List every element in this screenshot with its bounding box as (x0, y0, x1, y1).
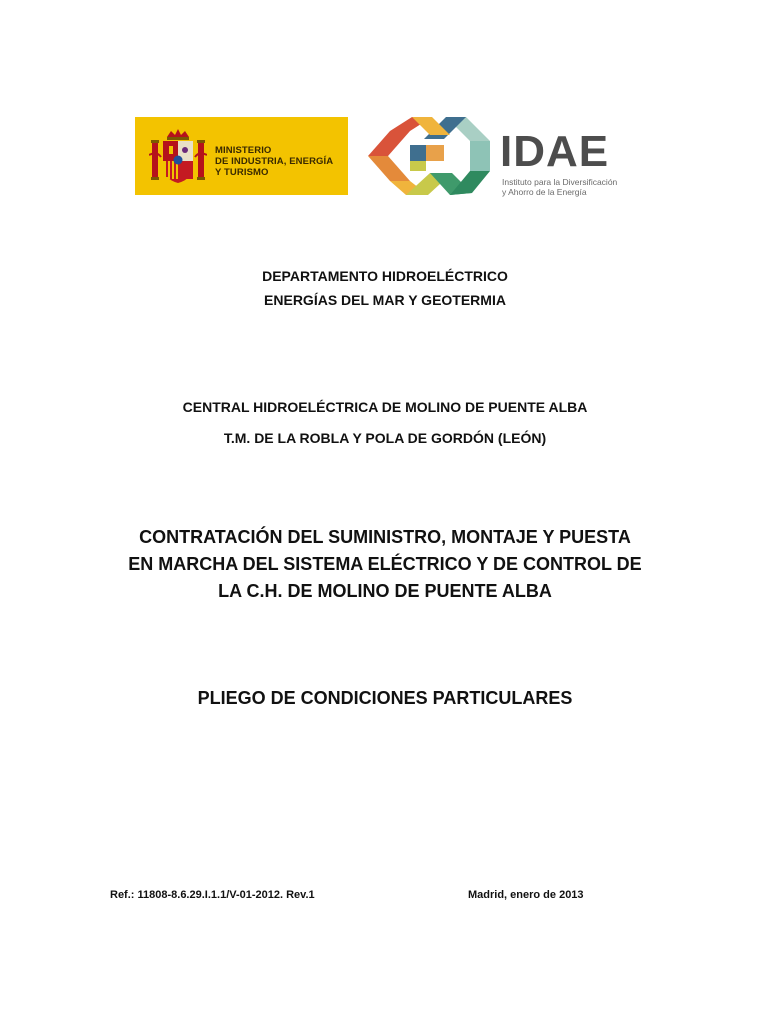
ministry-logo (135, 117, 348, 195)
document-title: PLIEGO DE CONDICIONES PARTICULARES (197, 688, 573, 708)
ministry-line-2: DE INDUSTRIA, ENERGÍA (215, 156, 334, 167)
contract-title-line-3: LA C.H. DE MOLINO DE PUENTE ALBA (218, 581, 552, 601)
idae-subtitle-line-2: y Ahorro de la Energía (502, 186, 587, 197)
contract-title-line-2: EN MARCHA DEL SISTEMA ELÉCTRICO Y DE CONTROL DE (128, 554, 642, 574)
coat-of-arms-icon (149, 127, 207, 187)
contract-title-line-1: CONTRATACIÓN DEL SUMINISTRO, MONTAJE Y PUESTA (139, 527, 631, 547)
reference-code: Ref.: 11808-8.6.29.I.1.1/V-01-2012. Rev.1 (110, 889, 315, 901)
plant-line-2: T.M. DE LA ROBLA Y POLA DE GORDÓN (LEÓN) (223, 430, 547, 446)
idae-subtitle (502, 178, 617, 197)
department-line-2: ENERGÍAS DEL MAR Y GEOTERMIA (264, 292, 506, 308)
place-date: Madrid, enero de 2013 (468, 889, 584, 901)
idae-subtitle-line-1: Instituto para la Diversificación (502, 177, 618, 187)
plant-line-1: CENTRAL HIDROELÉCTRICA DE MOLINO DE PUENTE ALBA (182, 399, 588, 415)
idae-logo-icon (366, 115, 492, 197)
department-line-1: DEPARTAMENTO HIDROELÉCTRICO (262, 268, 508, 284)
ministry-line-1: MINISTERIO (215, 145, 272, 156)
ministry-name (215, 145, 333, 178)
ministry-line-3: Y TURISMO (215, 167, 269, 178)
idae-wordmark: IDAE (500, 127, 610, 176)
